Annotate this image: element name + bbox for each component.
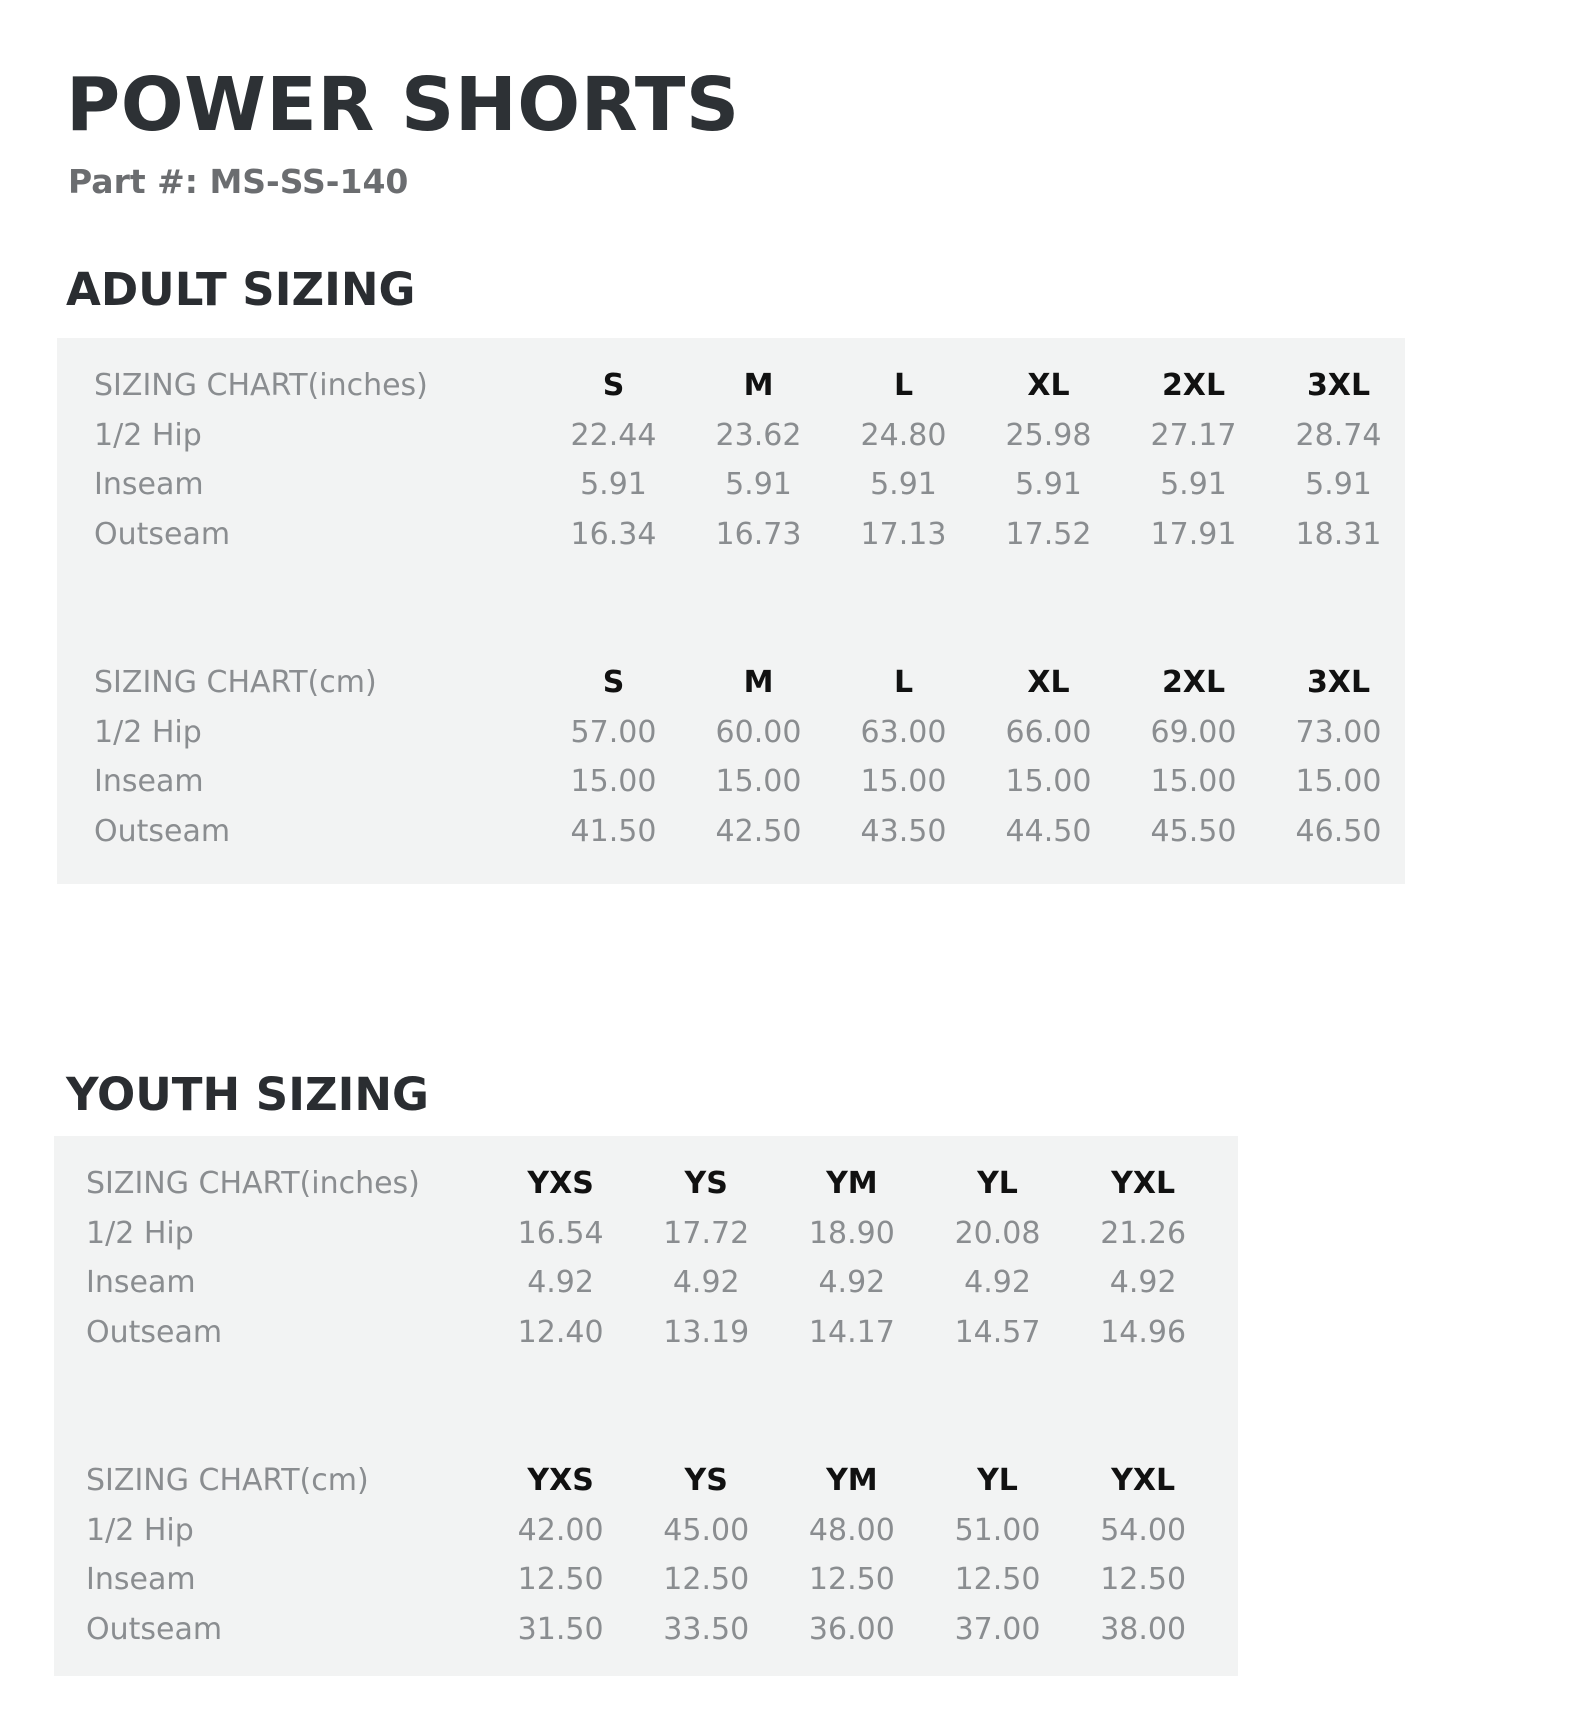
table-row — [94, 757, 1411, 807]
chart-unit-label: SIZING CHART(cm) — [86, 1463, 369, 1499]
measurement-value: 45.50 — [1150, 813, 1237, 849]
table-header-row — [94, 658, 1411, 708]
measurement-value: 43.50 — [860, 813, 947, 849]
measurement-value: 4.92 — [672, 1265, 740, 1301]
measurement-value: 17.91 — [1150, 516, 1237, 552]
measurement-value: 5.91 — [1015, 467, 1082, 503]
chart-unit-label: SIZING CHART(cm) — [94, 665, 377, 701]
measurement-value: 31.50 — [517, 1611, 604, 1647]
chart-unit-label: SIZING CHART(inches) — [86, 1166, 420, 1202]
measurement-value: 21.26 — [1100, 1215, 1187, 1251]
measurement-label: Outseam — [94, 516, 231, 552]
table-row — [86, 1506, 1216, 1556]
adult-sizing-heading: ADULT SIZING — [66, 263, 416, 316]
measurement-value: 48.00 — [808, 1512, 895, 1548]
size-header: YXL — [1111, 1166, 1176, 1202]
measurement-label: Outseam — [86, 1314, 223, 1350]
measurement-label: 1/2 Hip — [86, 1215, 194, 1251]
measurement-value: 4.92 — [527, 1265, 594, 1301]
measurement-value: 24.80 — [860, 417, 947, 453]
measurement-value: 15.00 — [715, 764, 802, 800]
size-header: YM — [826, 1463, 878, 1499]
measurement-value: 4.92 — [1109, 1265, 1177, 1301]
table-header-row — [86, 1159, 1216, 1209]
size-header: 2XL — [1161, 368, 1226, 404]
table-row — [94, 807, 1411, 857]
youth-sizing-chart — [54, 1136, 1238, 1676]
measurement-value: 12.50 — [517, 1562, 604, 1598]
size-header: YL — [977, 1166, 1018, 1202]
size-header: YL — [977, 1463, 1018, 1499]
size-header: 3XL — [1306, 665, 1371, 701]
measurement-label: Inseam — [94, 764, 204, 800]
size-header: YXS — [527, 1166, 594, 1202]
table-header-row — [86, 1456, 1216, 1506]
table-row — [94, 411, 1411, 461]
size-header: M — [743, 368, 774, 404]
size-header: YXL — [1111, 1463, 1176, 1499]
size-header: 2XL — [1161, 665, 1226, 701]
measurement-value: 15.00 — [1150, 764, 1237, 800]
measurement-value: 5.91 — [1305, 467, 1372, 503]
measurement-value: 44.50 — [1005, 813, 1092, 849]
measurement-value: 33.50 — [663, 1611, 750, 1647]
measurement-value: 13.19 — [663, 1314, 750, 1350]
measurement-value: 5.91 — [1160, 467, 1227, 503]
measurement-label: Inseam — [86, 1562, 196, 1598]
measurement-value: 14.17 — [808, 1314, 895, 1350]
measurement-value: 73.00 — [1295, 714, 1382, 750]
adult-sizing-chart — [57, 338, 1405, 884]
size-header: XL — [1027, 665, 1070, 701]
measurement-label: Outseam — [94, 813, 231, 849]
table-row — [86, 1555, 1216, 1605]
measurement-value: 16.54 — [517, 1215, 604, 1251]
measurement-value: 57.00 — [570, 714, 657, 750]
measurement-value: 5.91 — [870, 467, 937, 503]
measurement-value: 4.92 — [818, 1265, 886, 1301]
measurement-label: 1/2 Hip — [94, 417, 202, 453]
measurement-value: 54.00 — [1100, 1512, 1187, 1548]
measurement-value: 28.74 — [1295, 417, 1382, 453]
measurement-value: 17.52 — [1005, 516, 1092, 552]
size-header: YXS — [527, 1463, 594, 1499]
measurement-value: 51.00 — [954, 1512, 1041, 1548]
measurement-value: 41.50 — [570, 813, 657, 849]
measurement-value: 25.98 — [1005, 417, 1092, 453]
measurement-value: 12.50 — [663, 1562, 750, 1598]
youth-cm-table — [86, 1456, 1216, 1654]
measurement-value: 15.00 — [1005, 764, 1092, 800]
measurement-value: 46.50 — [1295, 813, 1382, 849]
measurement-value: 18.90 — [808, 1215, 895, 1251]
measurement-value: 12.50 — [808, 1562, 895, 1598]
measurement-value: 12.50 — [1100, 1562, 1187, 1598]
measurement-value: 12.50 — [954, 1562, 1041, 1598]
measurement-value: 38.00 — [1100, 1611, 1187, 1647]
adult-inches-table — [94, 361, 1411, 559]
part-number: Part #: MS-SS-140 — [68, 162, 409, 201]
page-title: POWER SHORTS — [66, 62, 740, 148]
measurement-value: 4.92 — [964, 1265, 1031, 1301]
measurement-label: Inseam — [94, 467, 204, 503]
measurement-label: 1/2 Hip — [86, 1512, 194, 1548]
size-header: L — [893, 665, 914, 701]
measurement-value: 15.00 — [860, 764, 947, 800]
measurement-value: 37.00 — [954, 1611, 1041, 1647]
measurement-value: 63.00 — [860, 714, 947, 750]
measurement-value: 5.91 — [580, 467, 647, 503]
size-header: M — [743, 665, 774, 701]
measurement-value: 14.96 — [1100, 1314, 1187, 1350]
size-header: 3XL — [1306, 368, 1371, 404]
youth-sizing-heading: YOUTH SIZING — [66, 1068, 429, 1121]
size-header: S — [602, 665, 625, 701]
measurement-value: 42.00 — [517, 1512, 604, 1548]
measurement-value: 60.00 — [715, 714, 802, 750]
measurement-label: 1/2 Hip — [94, 714, 202, 750]
measurement-value: 15.00 — [570, 764, 657, 800]
measurement-value: 23.62 — [715, 417, 802, 453]
table-row — [86, 1258, 1216, 1308]
measurement-value: 14.57 — [954, 1314, 1041, 1350]
table-header-row — [94, 361, 1411, 411]
measurement-value: 27.17 — [1150, 417, 1237, 453]
table-row — [94, 510, 1411, 560]
table-row — [94, 460, 1411, 510]
size-header: S — [602, 368, 625, 404]
measurement-value: 17.13 — [860, 516, 947, 552]
table-row — [86, 1308, 1216, 1358]
chart-unit-label: SIZING CHART(inches) — [94, 368, 428, 404]
measurement-value: 17.72 — [663, 1215, 750, 1251]
measurement-value: 45.00 — [663, 1512, 750, 1548]
measurement-value: 66.00 — [1005, 714, 1092, 750]
size-header: XL — [1027, 368, 1070, 404]
measurement-value: 16.73 — [715, 516, 802, 552]
measurement-value: 18.31 — [1295, 516, 1382, 552]
measurement-value: 15.00 — [1295, 764, 1382, 800]
measurement-label: Outseam — [86, 1611, 223, 1647]
table-row — [86, 1209, 1216, 1259]
measurement-value: 16.34 — [570, 516, 657, 552]
size-header: YS — [684, 1166, 728, 1202]
measurement-value: 12.40 — [517, 1314, 604, 1350]
youth-inches-table — [86, 1159, 1216, 1357]
measurement-value: 36.00 — [808, 1611, 895, 1647]
size-header: YS — [684, 1463, 728, 1499]
table-row — [86, 1605, 1216, 1655]
adult-cm-table — [94, 658, 1411, 856]
size-header: YM — [826, 1166, 878, 1202]
measurement-value: 5.91 — [725, 467, 792, 503]
measurement-label: Inseam — [86, 1265, 196, 1301]
measurement-value: 69.00 — [1150, 714, 1237, 750]
measurement-value: 20.08 — [954, 1215, 1041, 1251]
size-header: L — [893, 368, 914, 404]
measurement-value: 42.50 — [715, 813, 802, 849]
measurement-value: 22.44 — [570, 417, 657, 453]
table-row — [94, 708, 1411, 758]
